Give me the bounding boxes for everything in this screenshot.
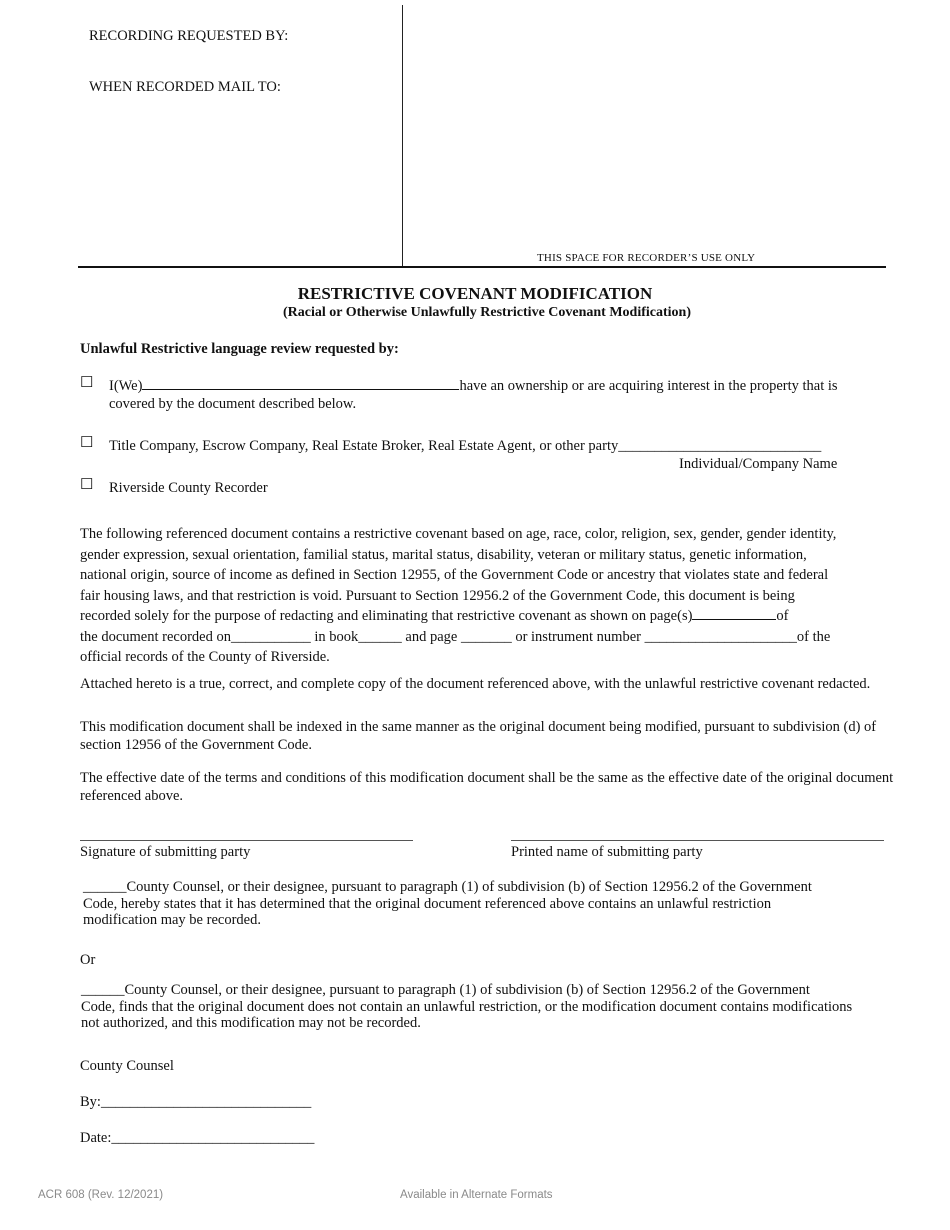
counsel-deny-line1 (81, 982, 810, 999)
recorder-use-only-label: THIS SPACE FOR RECORDER’S USE ONLY (537, 252, 756, 264)
date-label: Date: (80, 1130, 112, 1146)
body-p1-line1: The following referenced document contains a restrictive covenant based on age, race, color, religion, sex, gender, gender identity, (80, 526, 837, 542)
alternate-formats-note: Available in Alternate Formats (400, 1189, 553, 1201)
owner-option-line2: covered by the document described below. (109, 396, 357, 412)
body-p4: The effective date of the terms and conditions of this modification document shall be the same as the effective date of the original document referenced above. (80, 770, 894, 804)
body-p1-line5-text: recorded solely for the purpose of redacting and eliminating that restrictive covenant as shown on page(s) (80, 608, 693, 624)
signature-label: Signature of submitting party (80, 844, 251, 860)
recording-requested-by-label: RECORDING REQUESTED BY: (89, 28, 289, 44)
printed-name-line[interactable] (511, 840, 884, 841)
body-p1-line2: gender expression, sexual orientation, familial status, marital status, disability, veteran or military status, genetic information, (80, 547, 807, 563)
book-field[interactable]: ______ (358, 629, 402, 645)
county-recorder-option: Riverside County Recorder (109, 480, 268, 496)
counsel-deny-line2: Code, finds that the original document does not contain an unlawful restriction, or the modification document contains modifications (81, 999, 853, 1015)
header-divider-horizontal (78, 266, 886, 268)
printed-name-label: Printed name of submitting party (511, 844, 703, 860)
owner-option (109, 376, 838, 396)
checkbox-owner[interactable]: ☐ (80, 375, 94, 391)
instrument-number-field[interactable]: _____________________ (644, 629, 797, 645)
body-p1-line5-of: of (776, 608, 789, 624)
by-label: By: (80, 1094, 101, 1110)
page-numbers-field[interactable] (692, 606, 776, 620)
review-requested-heading: Unlawful Restrictive language review requested by: (80, 341, 399, 357)
form-number: ACR 608 (Rev. 12/2021) (38, 1189, 164, 1201)
body-p1-line4: fair housing laws, and that restriction is void. Pursuant to Section 12956.2 of the Government Code, this document is being (80, 588, 795, 604)
signature-line[interactable] (80, 840, 413, 841)
page-field[interactable]: _______ (460, 629, 512, 645)
title-company-name-field[interactable]: ____________________________ (618, 438, 822, 454)
by-field[interactable]: _____________________________ (100, 1094, 312, 1110)
title-company-option (109, 436, 821, 456)
header-divider-vertical (402, 5, 403, 268)
title-company-label: Title Company, Escrow Company, Real Estate Broker, Real Estate Agent, or other party (109, 438, 619, 454)
checkbox-title-company[interactable]: ☐ (80, 435, 94, 451)
counsel-approve-text1: County Counsel, or their designee, pursuant to paragraph (1) of subdivision (b) of Section 12956.2 of the Government (126, 879, 812, 895)
of-the-label: of the (796, 629, 831, 645)
owner-name-field[interactable] (142, 376, 459, 390)
individual-company-name-caption: Individual/Company Name (679, 456, 838, 472)
counsel-deny-text1: County Counsel, or their designee, pursuant to paragraph (1) of subdivision (b) of Section 12956.2 of the Government (124, 982, 810, 998)
by-row (80, 1092, 311, 1112)
body-p1-line3: national origin, source of income as defined in Section 12955, of the Government Code or ancestry that violates state and federal (80, 567, 829, 583)
checkbox-county-recorder[interactable]: ☐ (80, 477, 94, 493)
owner-suffix: have an ownership or are acquiring interest in the property that is (459, 378, 838, 394)
owner-prefix: I(We) (109, 378, 143, 394)
county-counsel-label: County Counsel (80, 1058, 174, 1074)
recorded-on-field[interactable]: ___________ (230, 629, 311, 645)
body-p1-line5 (80, 606, 789, 626)
recorded-on-label: the document recorded on (80, 629, 231, 645)
counsel-approve-line3: modification may be recorded. (83, 912, 261, 928)
body-p3: This modification document shall be indexed in the same manner as the original document being modified, pursuant to subdivision (d) of section 12956 of the Government Code. (80, 719, 877, 753)
book-label: in book (310, 629, 359, 645)
counsel-approve-line1 (83, 879, 812, 896)
instrument-number-label: or instrument number (511, 629, 645, 645)
counsel-approve-initials-field[interactable]: ______ (83, 879, 127, 895)
document-title: RESTRICTIVE COVENANT MODIFICATION (297, 284, 653, 303)
date-row (80, 1128, 314, 1148)
body-p1-line6 (80, 627, 830, 647)
counsel-deny-initials-field[interactable]: ______ (81, 982, 125, 998)
body-p1-line7: official records of the County of Riverside. (80, 649, 330, 665)
document-subtitle: (Racial or Otherwise Unlawfully Restrictive Covenant Modification) (282, 305, 691, 320)
when-recorded-mail-to-label: WHEN RECORDED MAIL TO: (89, 79, 281, 95)
body-p2: Attached hereto is a true, correct, and complete copy of the document referenced above, with the unlawful restrictive covenant redacted. (80, 676, 871, 692)
counsel-deny-line3: not authorized, and this modification may not be recorded. (81, 1015, 421, 1031)
page-label: and page (401, 629, 461, 645)
counsel-approve-line2: Code, hereby states that it has determined that the original document referenced above contains an unlawful restriction (83, 896, 772, 912)
or-label: Or (80, 952, 96, 968)
date-field[interactable]: ____________________________ (111, 1130, 315, 1146)
